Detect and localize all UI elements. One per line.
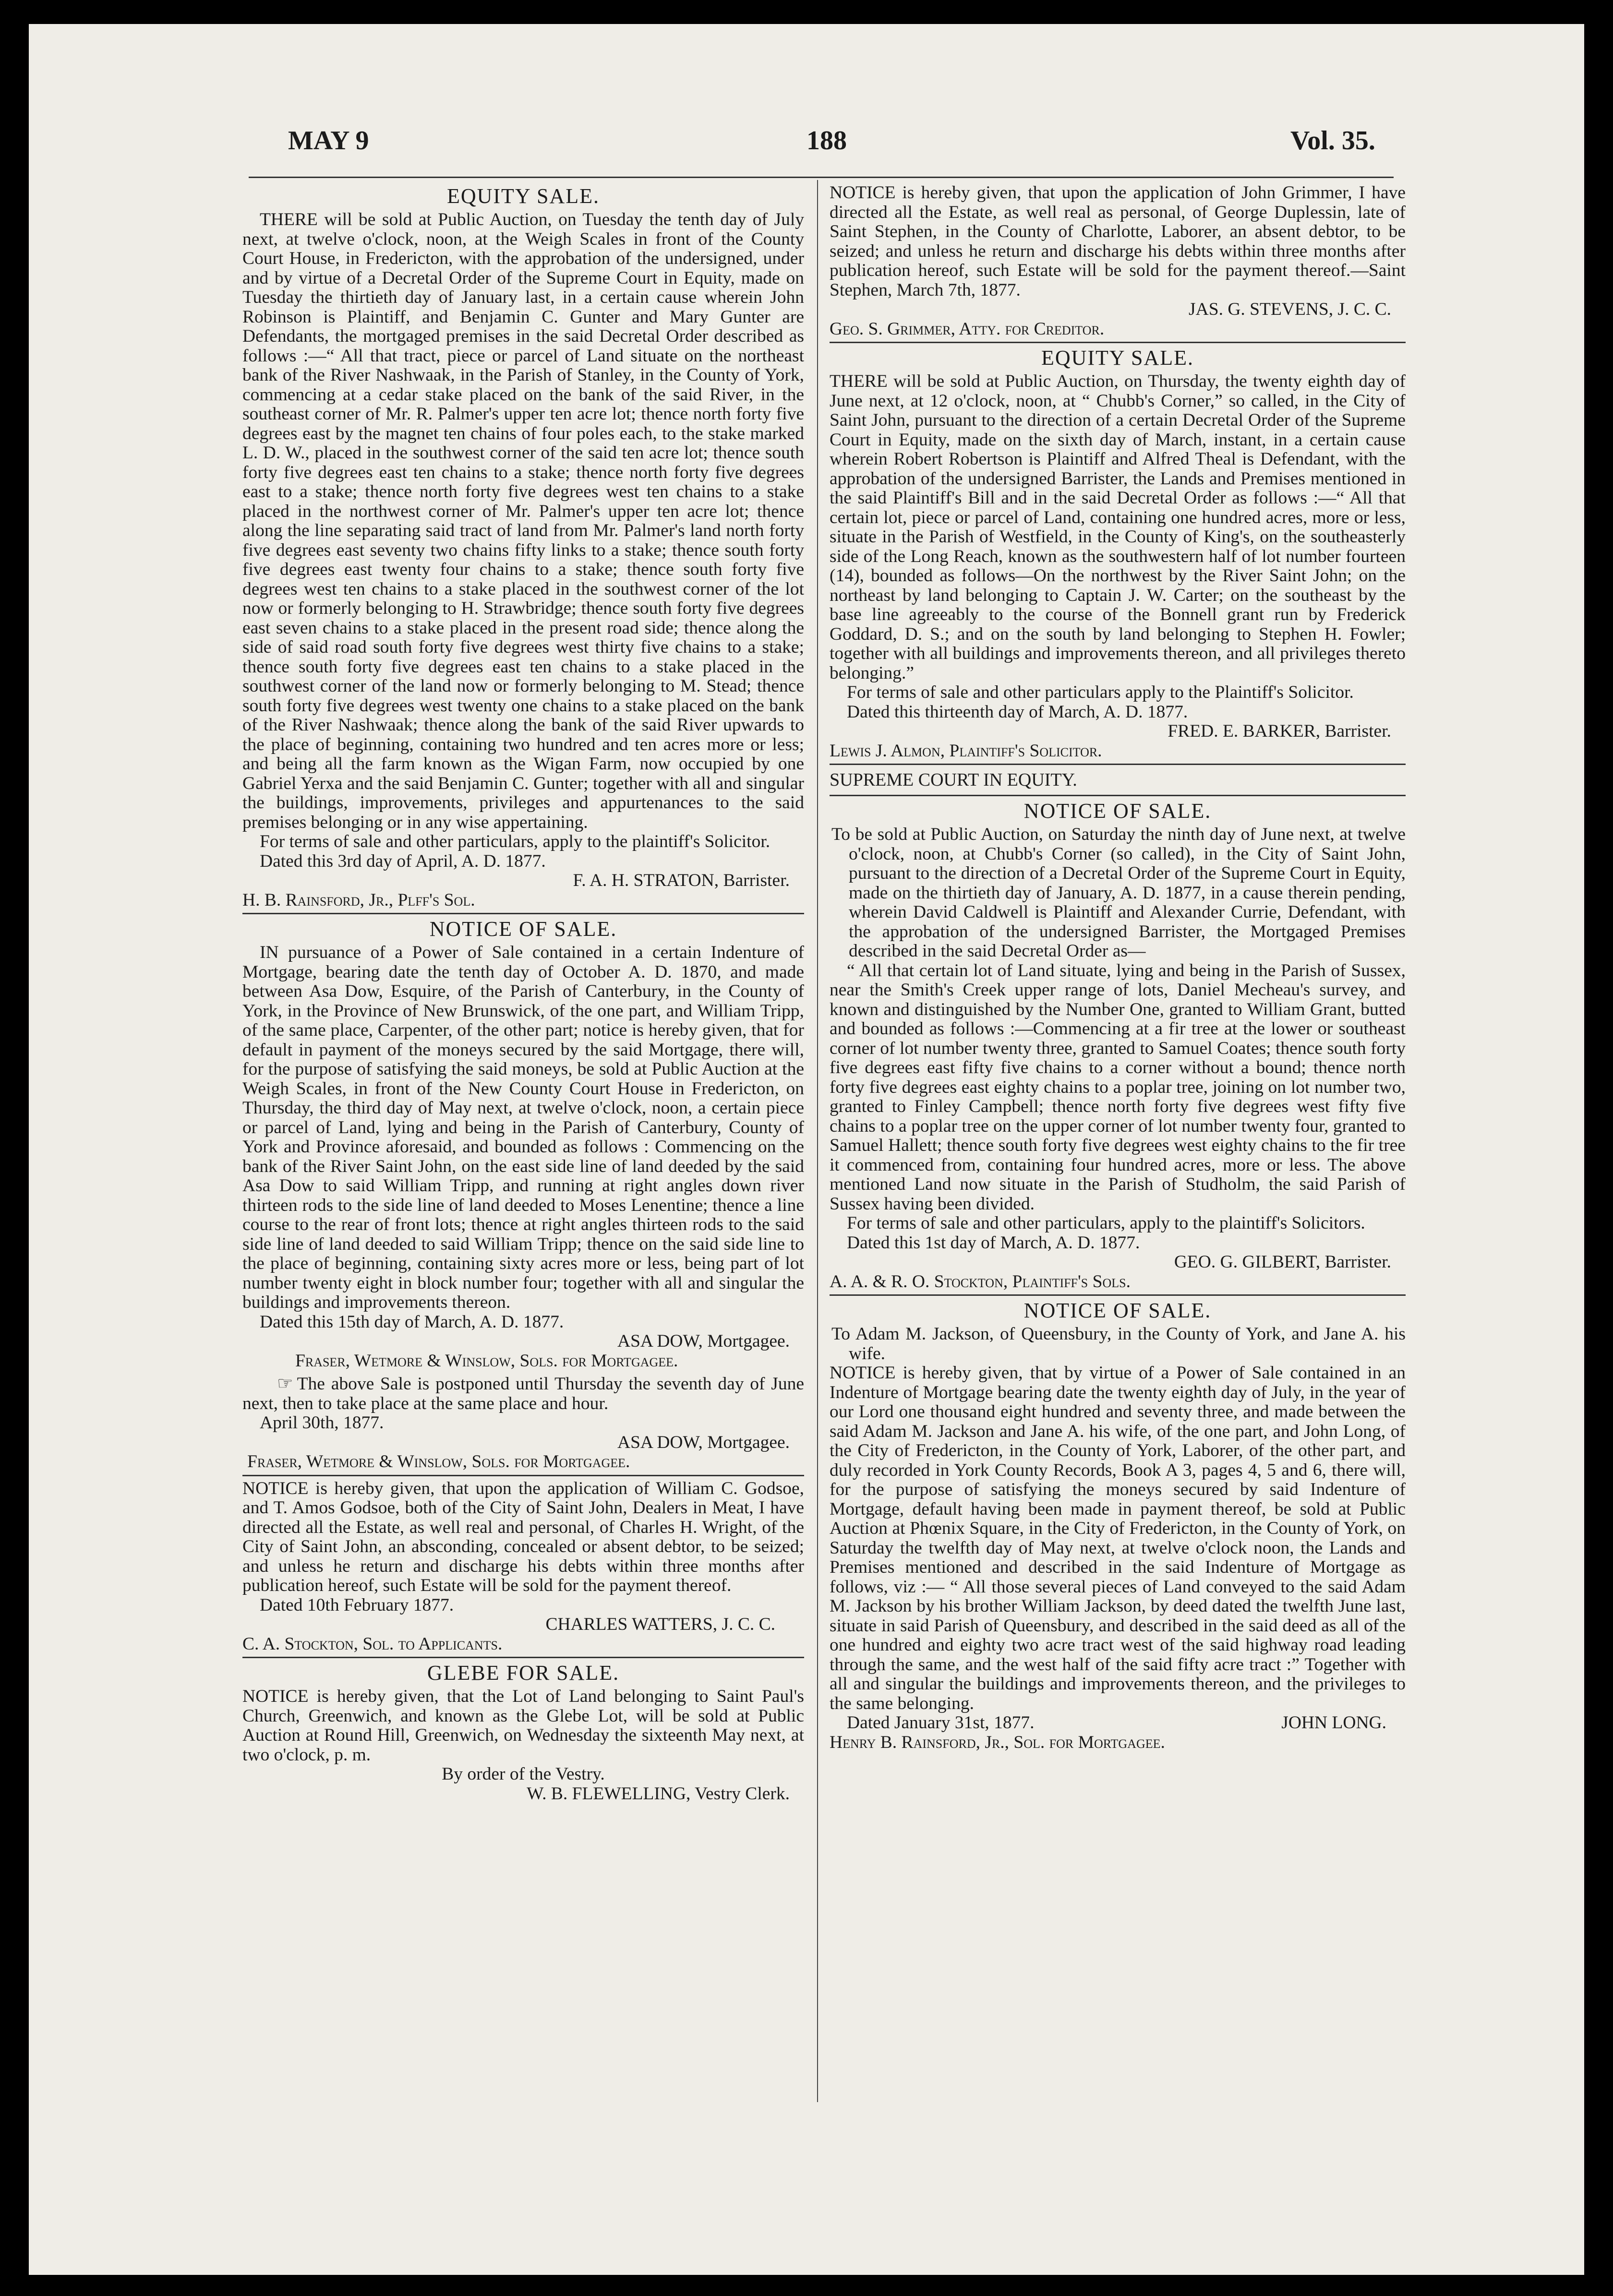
notice-paragraph: NOTICE is hereby given, that upon the application of John Grimmer, I have directed all the Estate, as well real as personal, of George Duplessin, late of Saint Stephen, in the County of Charlotte, Laborer, an absent debtor, to be seized; and unless he return and discharge his debts within three months after publication hereof, such Estate will be sold for the payment thereof.—Saint Stephen, March 7th, 1877. xyxy=(830,183,1406,300)
notice-solicitor: Fraser, Wetmore & Winslow, Sols. for Mortgagee. xyxy=(247,1452,630,1471)
notice-godsoe xyxy=(242,1479,804,1654)
left-column xyxy=(242,183,804,2103)
notice-paragraph: For terms of sale and other particulars apply to the Plaintiff's Solicitor. xyxy=(847,682,1354,702)
notice-separator xyxy=(242,1475,804,1476)
notice-title: GLEBE FOR SALE. xyxy=(427,1661,620,1685)
pointing-hand-icon: ☞ xyxy=(277,1374,293,1394)
notice-dated: Dated this thirteenth day of March, A. D. 1877. xyxy=(847,702,1188,722)
notice-signature: ASA DOW, Mortgagee. xyxy=(617,1331,790,1351)
notice-dated: Dated 10th February 1877. xyxy=(260,1595,454,1615)
notice-signature: JOHN LONG. xyxy=(1281,1713,1386,1733)
notice-dated: Dated January 31st, 1877. xyxy=(847,1713,1035,1733)
notice-paragraph: THERE will be sold at Public Auction, on Thursday, the twenty eighth day of June next, at 12 o'clock, noon, at “ Chubb's Corner,” so called, in the City of Saint John, pursuant to the direction of a certain Decretal Order of the Supreme Court in Equity, made on the sixth day of March, instant, in a certain cause wherein Robert Robertson is Plaintiff and Alfred Theal is Defendant, with the approbation of the undersigned Barrister, the Lands and Premises mentioned in the said Plaintiff's Bill and in the said Decretal Order as follows :—“ All that certain lot, piece or parcel of Land, containing one hundred acres, more or less, situate in the Parish of Westfield, in the County of King's, on the southeasterly side of the Long Reach, known as the southwestern half of lot number fourteen (14), bounded as follows—On the northwest by the River Saint John; on the northeast by land belonging to Captain J. W. Carter; on the southeast by the base line agreeably to the course of the Bonnell grant run by Frederick Goddard, D. S.; and on the south by land belonging to Stephen H. Fowler; together with all buildings and improvements thereon, and all privileges thereto belonging.” xyxy=(830,371,1406,683)
notice-paragraph: For terms of sale and other particulars, apply to the plaintiff's Solicitor. xyxy=(260,832,770,851)
notice-solicitor: A. A. & R. O. Stockton, Plaintiff's Sols. xyxy=(830,1271,1131,1292)
notice-paragraph: “ All that certain lot of Land situate, lying and being in the Parish of Sussex, near the Smith's Creek upper range of lots, Daniel Mecheau's survey, and known and distinguished by the Number One, granted to William Grant, butted and bounded as follows :—Commencing at a fir tree at the lower or southeast corner of lot number twenty three, granted to Samuel Coates; thence south forty five degrees east fifty five chains to a corner without a bound; thence north forty five degrees east eighty chains to a poplar tree, joining on lot number two, granted to Finley Campbell; thence north forty five degrees west fifty five chains to a poplar tree on the upper corner of lot number twenty four, granted to Samuel Hallett; thence south forty five degrees west eighty chains to the fir tree it commenced from, containing four hundred acres, more or less. The above mentioned Land now situate in the Parish of Studholm, the said Parish of Sussex having been divided. xyxy=(830,960,1406,1214)
notice-separator xyxy=(830,1294,1406,1296)
notice-paragraph: NOTICE is hereby given, that by virtue of a Power of Sale contained in an Indenture of Mortgage bearing date the twenty eighth day of July, in the year of our Lord one thousand eight hundred and seventy three, and made between the said Adam M. Jackson and Jane A. his wife, of the one part, and John Long, of the City of Fredericton, in the County of York, Laborer, of the other part, and duly recorded in York County Records, Book A 3, pages 4, 5 and 6, there will, for the purpose of satisfying the moneys secured by said Indenture of Mortgage, default having been made in payment thereof, be sold at Public Auction at Phœnix Square, in the City of Fredericton, in the County of York, on Saturday the twelfth day of May next, at twelve o'clock noon, the Lands and Premises mentioned and described in the said Indenture of Mortgage as follows, viz :— “ All those several pieces of Land conveyed to the said Adam M. Jackson by his brother William Jackson, by deed dated the twelfth June last, situate in said Parish of Queensbury, and described in the said deed as all of the one hundred and eighty two acre tract west of the said highway road leading through the same, and the west half of the said fifty acre tract :” Together with all and singular the buildings and improvements thereon, and the privileges to the same belonging. xyxy=(830,1363,1406,1713)
right-column xyxy=(830,183,1406,2103)
notice-solicitor: Geo. S. Grimmer, Atty. for Creditor. xyxy=(830,319,1105,339)
notice-signature: W. B. FLEWELLING, Vestry Clerk. xyxy=(527,1783,790,1804)
header-rule xyxy=(249,177,1394,178)
header-volume: Vol. 35. xyxy=(1290,126,1375,155)
notice-solicitor: Henry B. Rainsford, Jr., Sol. for Mortgagee. xyxy=(830,1732,1165,1752)
notice-grimmer xyxy=(830,183,1406,339)
notice-title: NOTICE OF SALE. xyxy=(429,917,617,941)
equity-sale-notice-2 xyxy=(830,346,1406,761)
notice-paragraph: NOTICE is hereby given, that the Lot of Land belonging to Saint Paul's Church, Greenwich, and known as the Glebe Lot, will be sold at Public Auction at Round Hill, Greenwich, on Wednesday the sixteenth May next, at two o'clock, p. m. xyxy=(242,1686,804,1765)
notice-title: NOTICE OF SALE. xyxy=(1023,1299,1212,1322)
notice-signature: CHARLES WATTERS, J. C. C. xyxy=(545,1614,775,1634)
notice-dated: Dated this 3rd day of April, A. D. 1877. xyxy=(260,851,546,871)
notice-title: EQUITY SALE. xyxy=(1041,346,1194,370)
notice-paragraph: To be sold at Public Auction, on Saturday the ninth day of June next, at twelve o'clock, noon, at Chubb's Corner (so called), in the City of Saint John, pursuant to the direction of a Decretal Order of the Supreme Court in Equity, made on the thirtieth day of January, A. D. 1877, in a cause therein pending, wherein David Caldwell is Plaintiff and Alexander Currie, Defendant, with the approbation of the undersigned Barrister, the Mortgaged Premises described in the said Decretal Order as— xyxy=(831,825,1406,961)
notice-signature: F. A. H. STRATON, Barrister. xyxy=(573,871,790,890)
notice-dated: Dated this 1st day of March, A. D. 1877. xyxy=(847,1232,1140,1253)
notice-solicitor: C. A. Stockton, Sol. to Applicants. xyxy=(242,1634,503,1654)
notice-of-sale-jackson xyxy=(830,1299,1406,1752)
notice-of-sale-dow xyxy=(242,917,804,1472)
column-divider xyxy=(817,180,818,2102)
notice-paragraph: IN pursuance of a Power of Sale contained in a certain Indenture of Mortgage, bearing date the tenth day of October A. D. 1870, and made between Asa Dow, Esquire, of the Parish of Canterbury, in the County of York, in the Province of New Brunswick, of the one part, and William Tripp, of the same place, Carpenter, of the other part; notice is hereby given, that for default in payment of the moneys secured by the said Mortgage, there will, for the purpose of satisfying the said moneys, be sold at Public Auction at the Weigh Scales, in front of the New County Court House in Fredericton, on Thursday, the third day of May next, at twelve o'clock, noon, a certain piece or parcel of Land, lying and being in the Parish of Canterbury, County of York and Province aforesaid, and bounded as follows : Commencing on the bank of the River Saint John, on the east side line of land deeded by the said Asa Dow to said William Tripp, and running at right angles down river thirteen rods to the side line of land deeded to Moses Lenentine; thence a line course to the rear of front lots; thence at right angles thirteen rods to the said side line of land deeded to said William Tripp; thence on the said side line to the place of beginning, containing sixty acres more or less, being part of lot number twenty eight in block number four; together with all and singular the buildings and improvements thereon. xyxy=(242,943,804,1312)
notice-title: NOTICE OF SALE. xyxy=(1023,799,1212,823)
notice-dated: Dated this 15th day of March, A. D. 1877. xyxy=(260,1312,564,1332)
notice-signature: FRED. E. BARKER, Barrister. xyxy=(1168,721,1391,741)
notice-solicitor: H. B. Rainsford, Jr., Plff's Sol. xyxy=(242,890,475,910)
notice-paragraph: For terms of sale and other particulars, apply to the plaintiff's Solicitors. xyxy=(847,1213,1365,1233)
notice-addressee: To Adam M. Jackson, of Queensbury, in the County of York, and Jane A. his wife. xyxy=(831,1324,1406,1363)
notice-signature: GEO. G. GILBERT, Barrister. xyxy=(1174,1252,1391,1272)
notice-pre-title: SUPREME COURT IN EQUITY. xyxy=(830,770,1077,790)
header-date: MAY 9 xyxy=(288,126,369,155)
notice-title: EQUITY SALE. xyxy=(446,184,600,208)
notice-byline: By order of the Vestry. xyxy=(442,1764,605,1784)
notice-separator xyxy=(242,1657,804,1658)
notice-separator xyxy=(830,795,1406,796)
supreme-court-notice-of-sale xyxy=(830,768,1406,1292)
notice-solicitor: Fraser, Wetmore & Winslow, Sols. for Mortgagee. xyxy=(295,1351,678,1371)
notice-paragraph: NOTICE is hereby given, that upon the application of William C. Godsoe, and T. Amos Godsoe, both of the City of Saint John, Dealers in Meat, I have directed all the Estate, as well real and personal, of Charles H. Wright, of the City of Saint John, an absconding, concealed or absent debtor, to be seized; and unless he return and discharge his debts within three months after publication hereof, such Estate will be sold for the payment thereof. xyxy=(242,1478,804,1595)
glebe-for-sale-notice xyxy=(242,1661,804,1804)
notice-separator xyxy=(830,342,1406,343)
notice-solicitor: Lewis J. Almon, Plaintiff's Solicitor. xyxy=(830,741,1102,761)
equity-sale-notice-1 xyxy=(242,184,804,910)
notice-signature: JAS. G. STEVENS, J. C. C. xyxy=(1189,299,1391,319)
notice-separator xyxy=(242,913,804,914)
postponement-text: The above Sale is postponed until Thursday the seventh day of June next, then to take place at the same place and hour. xyxy=(242,1374,804,1413)
notice-separator xyxy=(830,764,1406,765)
postponement-date: April 30th, 1877. xyxy=(260,1413,384,1433)
notice-signature: ASA DOW, Mortgagee. xyxy=(617,1432,790,1452)
header-page-number: 188 xyxy=(806,126,847,155)
notice-paragraph: THERE will be sold at Public Auction, on Tuesday the tenth day of July next, at twelve o'clock, noon, at the Weigh Scales in front of the County Court House, in Fredericton, with the approbation of the undersigned, under and by virtue of a Decretal Order of the Supreme Court in Equity, made on Tuesday the thirtieth day of January last, in a certain cause wherein John Robinson is Plaintiff, and Benjamin C. Gunter and Mary Gunter are Defendants, the mortgaged premises in the said Decretal Order described as follows :—“ All that tract, piece or parcel of Land situate on the northeast bank of the River Nashwaak, in the Parish of Stanley, in the County of York, commencing at a cedar stake placed on the bank of the said River, in the southeast corner of Mr. R. Palmer's upper ten acre lot; thence north forty five degrees east by the magnet ten chains of four poles each, to the stake marked L. D. W., placed in the southwest corner of the said ten acre lot; thence south forty five degrees east ten chains to a stake; thence north forty five degrees east to a stake; thence north forty five degrees west ten chains to a stake placed in the northwest corner of Mr. Palmer's upper ten acre lot; thence along the line separating said tract of land from Mr. Palmer's land north forty five degrees east seventy two chains fifty links to a stake; thence south forty five degrees east twenty four chains to a stake; thence south forty five degrees west ten chains to a stake placed in the southwest corner of the lot now or formerly belonging to H. Strawbridge; thence south forty five degrees east seven chains to a stake placed in the present road side; thence along the side of said road south forty five degrees west thirty five chains to a stake; thence south forty five degrees east ten chains to a stake placed in the southwest corner of the land now or formerly belonging to M. Stead; thence south forty five degrees west twenty one chains to a stake placed on the bank of the River Nashwaak; thence along the bank of the said River upwards to the place of beginning, containing two hundred and ten acres more or less; and being all the farm known as the Wigan Farm, now occupied by one Gabriel Yerxa and the said Benjamin C. Gunter; together with all and singular the buildings, improvements, privileges and appurtenances to the said premises belonging or in any wise appertaining. xyxy=(242,210,804,832)
